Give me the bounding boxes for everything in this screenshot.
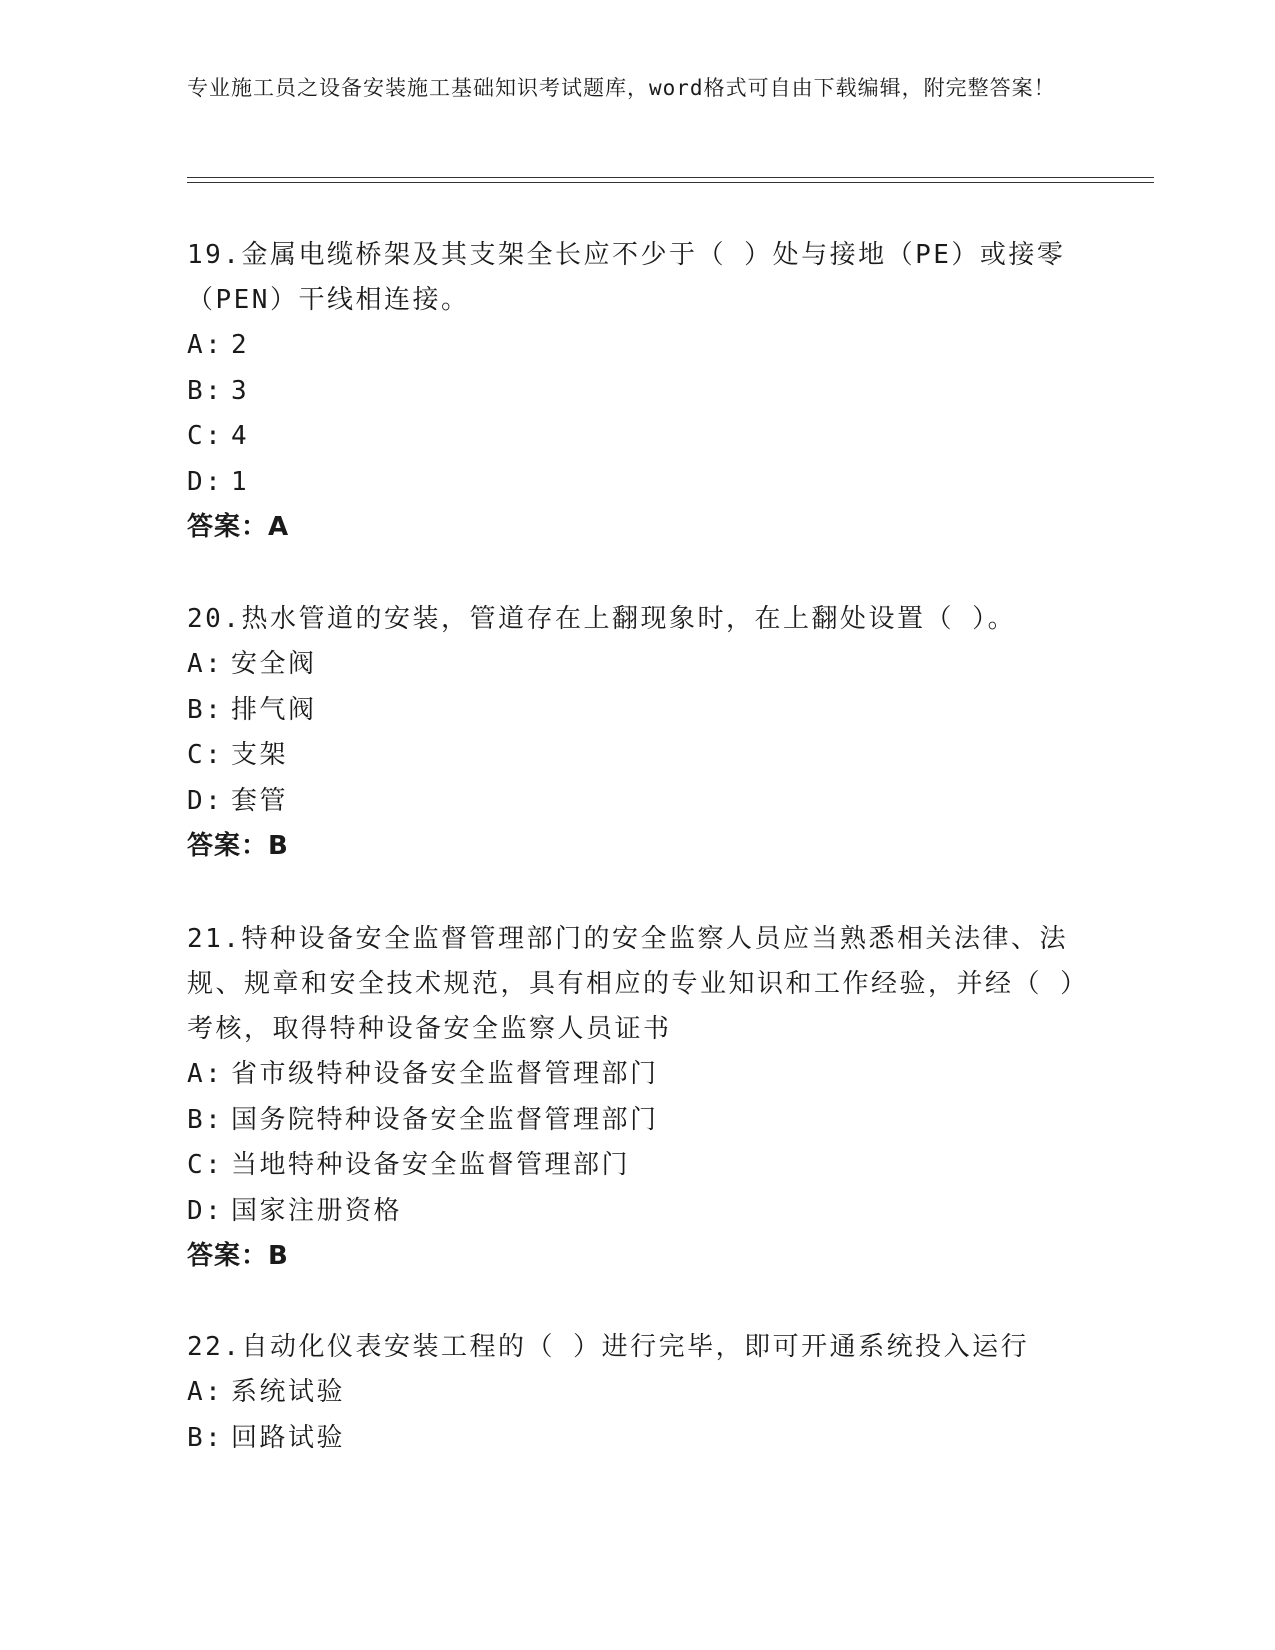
option-c [187,414,1087,460]
document-header: 专业施工员之设备安装施工基础知识考试题库，word格式可自由下载编辑，附完整答案！ [187,76,1056,100]
option-d [187,779,1087,825]
option-text: 1 [231,466,250,497]
option-text: 安全阀 [231,649,317,679]
option-text: 4 [231,421,250,451]
option-text: 当地特种设备安全监督管理部门 [231,1150,631,1180]
option-d [187,460,1087,506]
option-text: 系统试验 [231,1377,346,1407]
question-stem: 22.自动化仪表安装工程的（ ）进行完毕，即可开通系统投入运行 [187,1332,1030,1362]
option-text: 2 [231,330,250,360]
question-21 [187,917,1087,1279]
option-text: 套管 [231,785,289,816]
option-a [187,323,1087,369]
option-letter: B: [187,375,224,406]
option-c [187,733,1087,779]
option-a [187,1370,1087,1416]
question-stem: 20.热水管道的安装，管道存在上翻现象时，在上翻处设置（ ）。 [187,604,1017,634]
answer-line: 答案：B [187,1241,289,1271]
option-c [187,1143,1087,1189]
option-letter: C: [187,421,224,451]
option-letter: D: [187,1195,224,1226]
option-b [187,688,1087,734]
option-letter: A: [187,1377,224,1407]
option-b [187,369,1087,415]
option-text: 支架 [231,740,289,770]
option-text: 3 [231,375,250,406]
question-20 [187,597,1087,869]
option-letter: A: [187,1059,224,1089]
option-b [187,1416,1087,1462]
option-a [187,1052,1087,1098]
option-letter: B: [187,694,224,725]
question-22 [187,1325,1087,1461]
header-divider-top [187,177,1154,178]
question-stem: 19.金属电缆桥架及其支架全长应不少于（ ）处与接地（PE）或接零（PEN）干线相连接。 [187,240,1066,315]
option-letter: C: [187,1150,224,1180]
question-19 [187,233,1087,550]
option-text: 回路试验 [231,1422,346,1453]
option-text: 国家注册资格 [231,1195,403,1226]
option-letter: A: [187,649,224,679]
option-letter: B: [187,1422,224,1453]
option-a [187,642,1087,688]
option-letter: D: [187,466,224,497]
option-letter: C: [187,740,224,770]
option-text: 排气阀 [231,694,317,725]
option-b [187,1098,1087,1144]
option-text: 省市级特种设备安全监督管理部门 [231,1059,659,1089]
option-letter: B: [187,1104,224,1135]
option-d [187,1189,1087,1235]
option-text: 国务院特种设备安全监督管理部门 [231,1104,659,1135]
answer-line: 答案：A [187,512,290,542]
question-stem: 21.特种设备安全监督管理部门的安全监察人员应当熟悉相关法律、法规、规章和安全技术规范，具有相应的专业知识和工作经验，并经（ ）考核，取得特种设备安全监察人员证书 [187,924,1076,1044]
option-letter: D: [187,785,224,816]
answer-line: 答案：B [187,831,289,861]
option-letter: A: [187,330,224,360]
header-divider-bottom [187,182,1154,183]
